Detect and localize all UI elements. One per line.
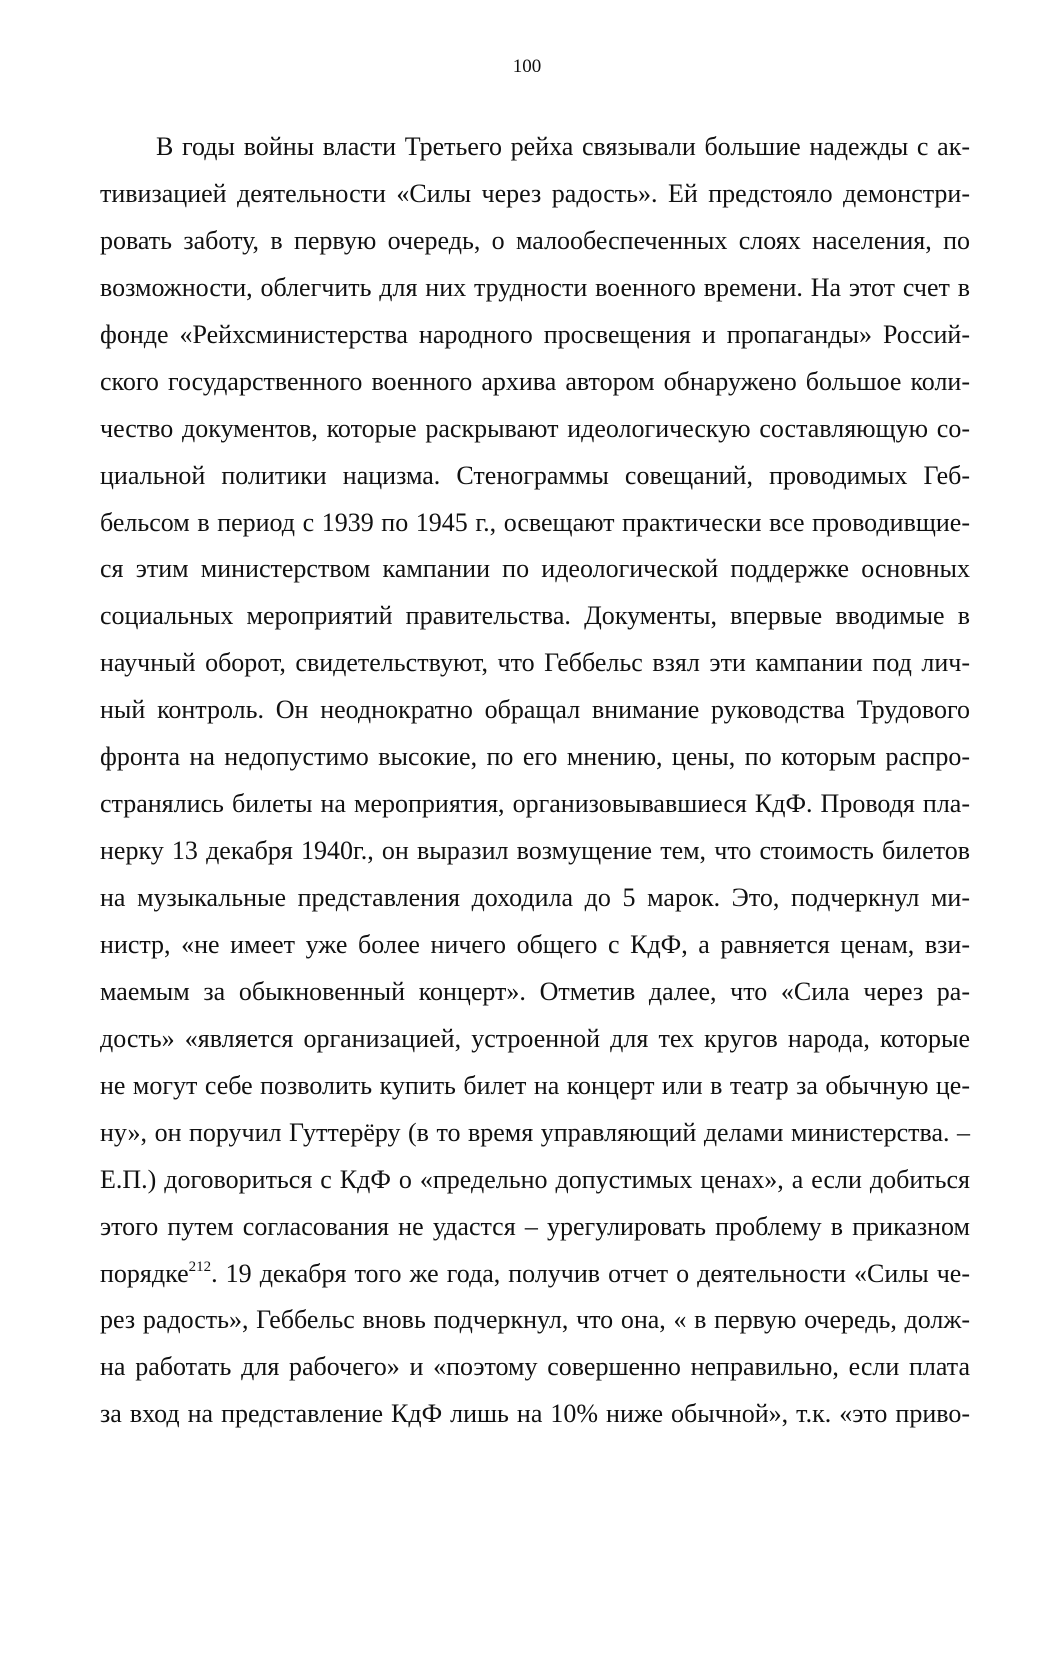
text-line: ну», он поручил Гуттерёру (в то время управляющий делами министерства. – xyxy=(100,1117,970,1147)
text-line: на работать для рабочего» и «поэтому совершенно неправильно, если плата xyxy=(100,1352,970,1382)
text-line: фронта на недопустимо высокие, по его мнению, цены, по которым распро- xyxy=(100,742,970,772)
text-line: ся этим министерством кампании по идеологической поддержке основных xyxy=(100,554,970,584)
text-line: за вход на представление КдФ лишь на 10% ниже обычной», т.к. «это приво- xyxy=(100,1399,970,1429)
text-line: научный оборот, свидетельствуют, что Геббельс взял эти кампании под лич- xyxy=(100,648,970,678)
text-line: не могут себе позволить купить билет на концерт или в театр за обычную це- xyxy=(100,1070,970,1100)
text-line: нерку 13 декабря 1940г., он выразил возмущение тем, что стоимость билетов xyxy=(100,836,970,866)
body-paragraph xyxy=(100,124,970,1438)
text-line: Е.П.) договориться с КдФ о «предельно допустимых ценах», а если добиться xyxy=(100,1164,970,1194)
page-number: 100 xyxy=(512,56,542,77)
text-line: возможности, облегчить для них трудности военного времени. На этот счет в xyxy=(100,272,970,302)
text-line: В годы войны власти Третьего рейха связывали большие надежды с ак- xyxy=(156,132,970,161)
text-line: дость» «является организацией, устроенной для тех кругов народа, которые xyxy=(100,1023,970,1053)
text-line: социальных мероприятий правительства. Документы, впервые вводимые в xyxy=(100,601,970,631)
text-line: ского государственного военного архива автором обнаружено большое коли- xyxy=(100,366,970,396)
text-line: бельсом в период с 1939 по 1945 г., освещают практически все проводивщие- xyxy=(100,507,970,537)
text-line: нистр, «не имеет уже более ничего общего с КдФ, а равняется ценам, взи- xyxy=(100,929,970,959)
text-line: ровать заботу, в первую очередь, о малообеспеченных слоях населения, по xyxy=(100,225,970,255)
footnote-reference[interactable]: 212 xyxy=(188,1258,212,1275)
text-line: ный контроль. Он неоднократно обращал внимание руководства Трудового xyxy=(100,695,970,725)
text-line: фонде «Рейхсминистерства народного просвещения и пропаганды» Россий- xyxy=(100,319,970,349)
text-line-with-footnote xyxy=(100,1251,970,1298)
text-line: циальной политики нацизма. Стенограммы совещаний, проводимых Геб- xyxy=(100,460,970,490)
text-fragment: . 19 декабря того же года, получив отчет о деятельности «Силы че- xyxy=(211,1258,970,1288)
text-line: на музыкальные представления доходила до 5 марок. Это, подчеркнул ми- xyxy=(100,883,970,912)
text-line: странялись билеты на мероприятия, организовывавшиеся КдФ. Проводя пла- xyxy=(100,789,970,819)
text-line: чество документов, которые раскрывают идеологическую составляющую со- xyxy=(100,413,970,443)
text-fragment: порядке xyxy=(100,1258,189,1288)
text-line: этого путем согласования не удастся – урегулировать проблему в приказном xyxy=(100,1211,970,1241)
text-line: маемым за обыкновенный концерт». Отметив далее, что «Сила через ра- xyxy=(100,976,970,1006)
text-line: тивизацией деятельности «Силы через радость». Ей предстояло демонстри- xyxy=(100,178,970,208)
text-line: рез радость», Геббельс вновь подчеркнул, что она, « в первую очередь, долж- xyxy=(100,1305,970,1335)
